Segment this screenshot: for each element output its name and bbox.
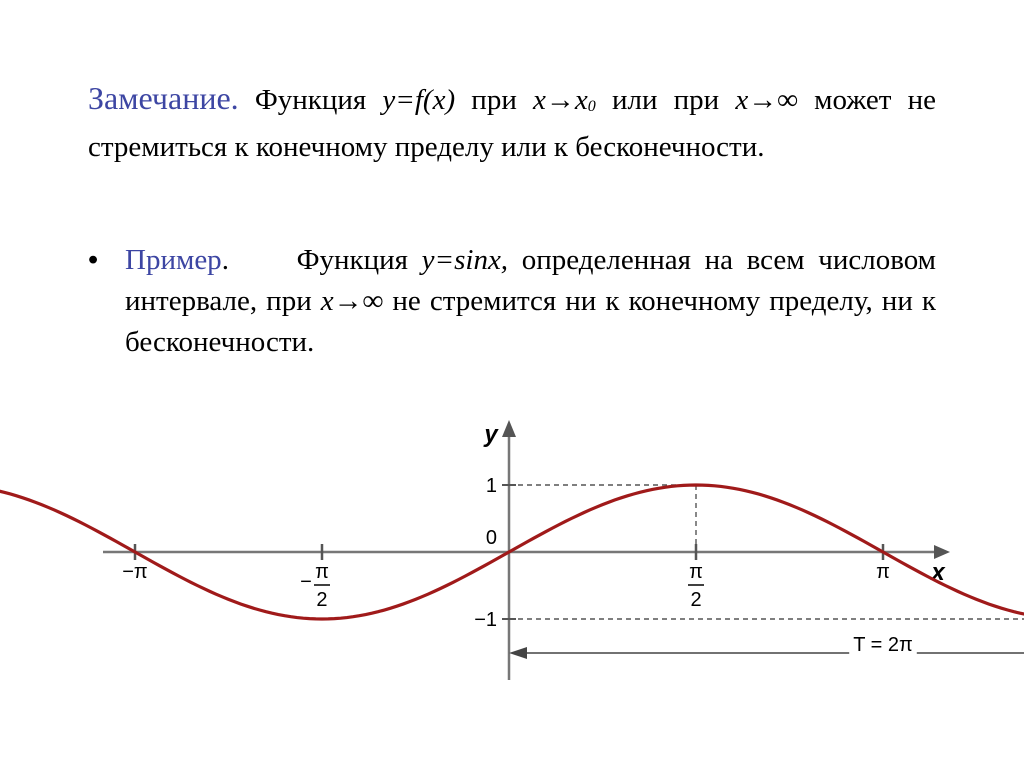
y-tick-label: 1 xyxy=(485,475,497,497)
remark-formula-x0: $x\to x_0$ xyxy=(533,84,596,116)
x-tick-label-sign: − xyxy=(300,571,312,593)
example-formula-xinf: x→∞ xyxy=(320,285,384,317)
x-axis-label: x xyxy=(931,559,945,586)
y-tick-label: −1 xyxy=(474,609,497,631)
bullet-marker: • xyxy=(88,244,99,276)
x-tick-label: π xyxy=(876,561,890,583)
period-label: T = 2π xyxy=(853,634,913,656)
period-arrow-left xyxy=(509,647,527,659)
remark-heading: Замечание. xyxy=(88,80,239,116)
remark-formula-fx: y=f(x) xyxy=(382,84,456,116)
example-text-3: не стремится ни к конечному пределу, ни к бесконечности. xyxy=(125,285,936,358)
y-axis-arrow xyxy=(502,420,516,437)
example-dot: . xyxy=(221,244,229,276)
x-tick-label-den: 2 xyxy=(316,589,328,611)
y-tick-label: 0 xyxy=(485,527,497,549)
remark-text-1: Функция xyxy=(254,84,367,116)
x-tick-label: −π xyxy=(122,561,148,583)
x-tick-label-num: π xyxy=(315,561,329,583)
remark-text-4: может не стремиться к конечному пределу или к бесконечности. xyxy=(88,84,937,163)
remark-text-3: или при xyxy=(611,84,720,116)
remark-formula-xinf: x→∞ xyxy=(735,84,798,116)
y-axis-label: y xyxy=(484,421,498,448)
remark-text-2: при xyxy=(471,84,517,116)
x-tick-label-den: 2 xyxy=(690,589,702,611)
example-formula-sin: y=sinx, xyxy=(421,244,509,276)
example-text-2: определенная на всем числовом интервале, при xyxy=(125,244,937,317)
example-heading: Пример xyxy=(125,244,222,276)
x-tick-label-num: π xyxy=(689,561,703,583)
x-axis-arrow xyxy=(934,545,950,559)
example-text-1: Функция xyxy=(296,244,408,276)
